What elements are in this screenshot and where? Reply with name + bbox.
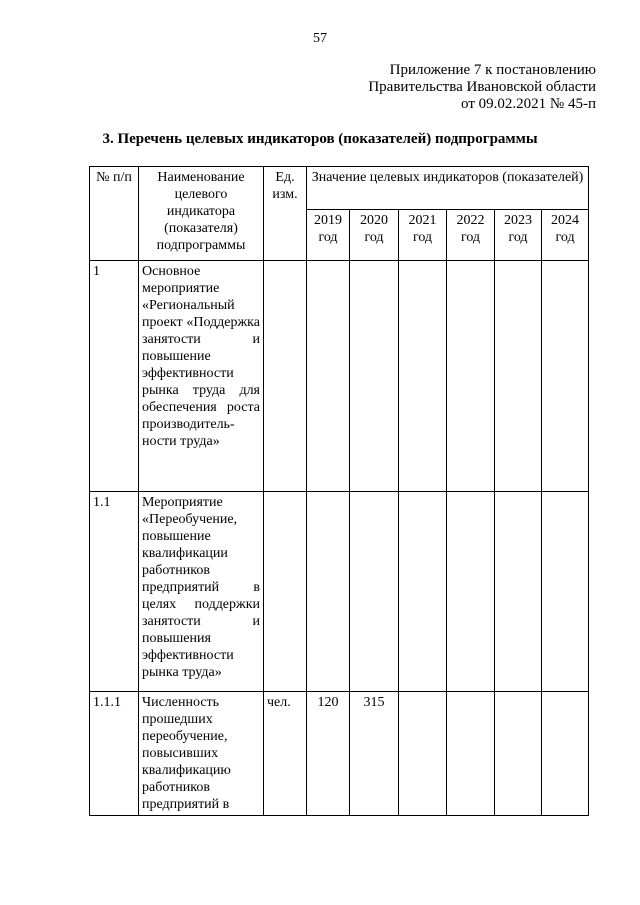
appendix-line-3: от 09.02.2021 № 45-п — [461, 96, 596, 112]
table-row — [90, 692, 589, 816]
header-values: Значение целевых индикаторов (показателей) — [307, 167, 589, 210]
header-year: 2024 год — [542, 210, 589, 261]
header-name: Наименование целевого индикатора (показателя) подпрограммы — [139, 167, 264, 261]
value-cell — [542, 261, 589, 492]
value-cell — [399, 492, 447, 692]
value-cell — [542, 692, 589, 816]
value-cell: 315 — [350, 692, 399, 816]
value-cell — [447, 261, 495, 492]
value-cell — [542, 492, 589, 692]
value-cell — [495, 692, 542, 816]
indicators-table — [89, 166, 589, 816]
header-num: № п/п — [90, 167, 139, 261]
value-cell — [307, 492, 350, 692]
header-year: 2019 год — [307, 210, 350, 261]
table-row — [90, 261, 589, 492]
value-cell: 120 — [307, 692, 350, 816]
value-cell — [399, 261, 447, 492]
value-cell — [495, 492, 542, 692]
indicator-name: Основное мероприятие «Региональный проект «Поддержка занятости и повышение эффективности рынка труда для обеспечения роста производитель- ности труда» — [139, 261, 264, 492]
header-year: 2020 год — [350, 210, 399, 261]
unit-cell — [264, 261, 307, 492]
value-cell — [350, 492, 399, 692]
indicator-name: Численность прошедших переобучение, повысивших квалификацию работников предприятий в — [139, 692, 264, 816]
value-cell — [495, 261, 542, 492]
row-number: 1 — [90, 261, 139, 492]
header-unit: Ед. изм. — [264, 167, 307, 261]
header-row — [90, 167, 589, 210]
section-title: 3. Перечень целевых индикаторов (показателей) подпрограммы — [102, 131, 538, 147]
value-cell — [447, 692, 495, 816]
unit-cell — [264, 492, 307, 692]
appendix-line-2: Правительства Ивановской области — [368, 79, 596, 95]
value-cell — [307, 261, 350, 492]
header-year: 2022 год — [447, 210, 495, 261]
value-cell — [350, 261, 399, 492]
page-number: 57 — [313, 31, 327, 46]
value-cell — [447, 492, 495, 692]
row-number: 1.1 — [90, 492, 139, 692]
unit-cell: чел. — [264, 692, 307, 816]
header-year: 2021 год — [399, 210, 447, 261]
indicator-name: Мероприятие «Переобучение, повышение квалификации работников предприятий в целях поддержки занятости и повышения эффективности рынка труда» — [139, 492, 264, 692]
row-number: 1.1.1 — [90, 692, 139, 816]
value-cell — [399, 692, 447, 816]
appendix-line-1: Приложение 7 к постановлению — [389, 62, 596, 78]
table-row — [90, 492, 589, 692]
appendix-header — [368, 62, 596, 113]
header-year: 2023 год — [495, 210, 542, 261]
